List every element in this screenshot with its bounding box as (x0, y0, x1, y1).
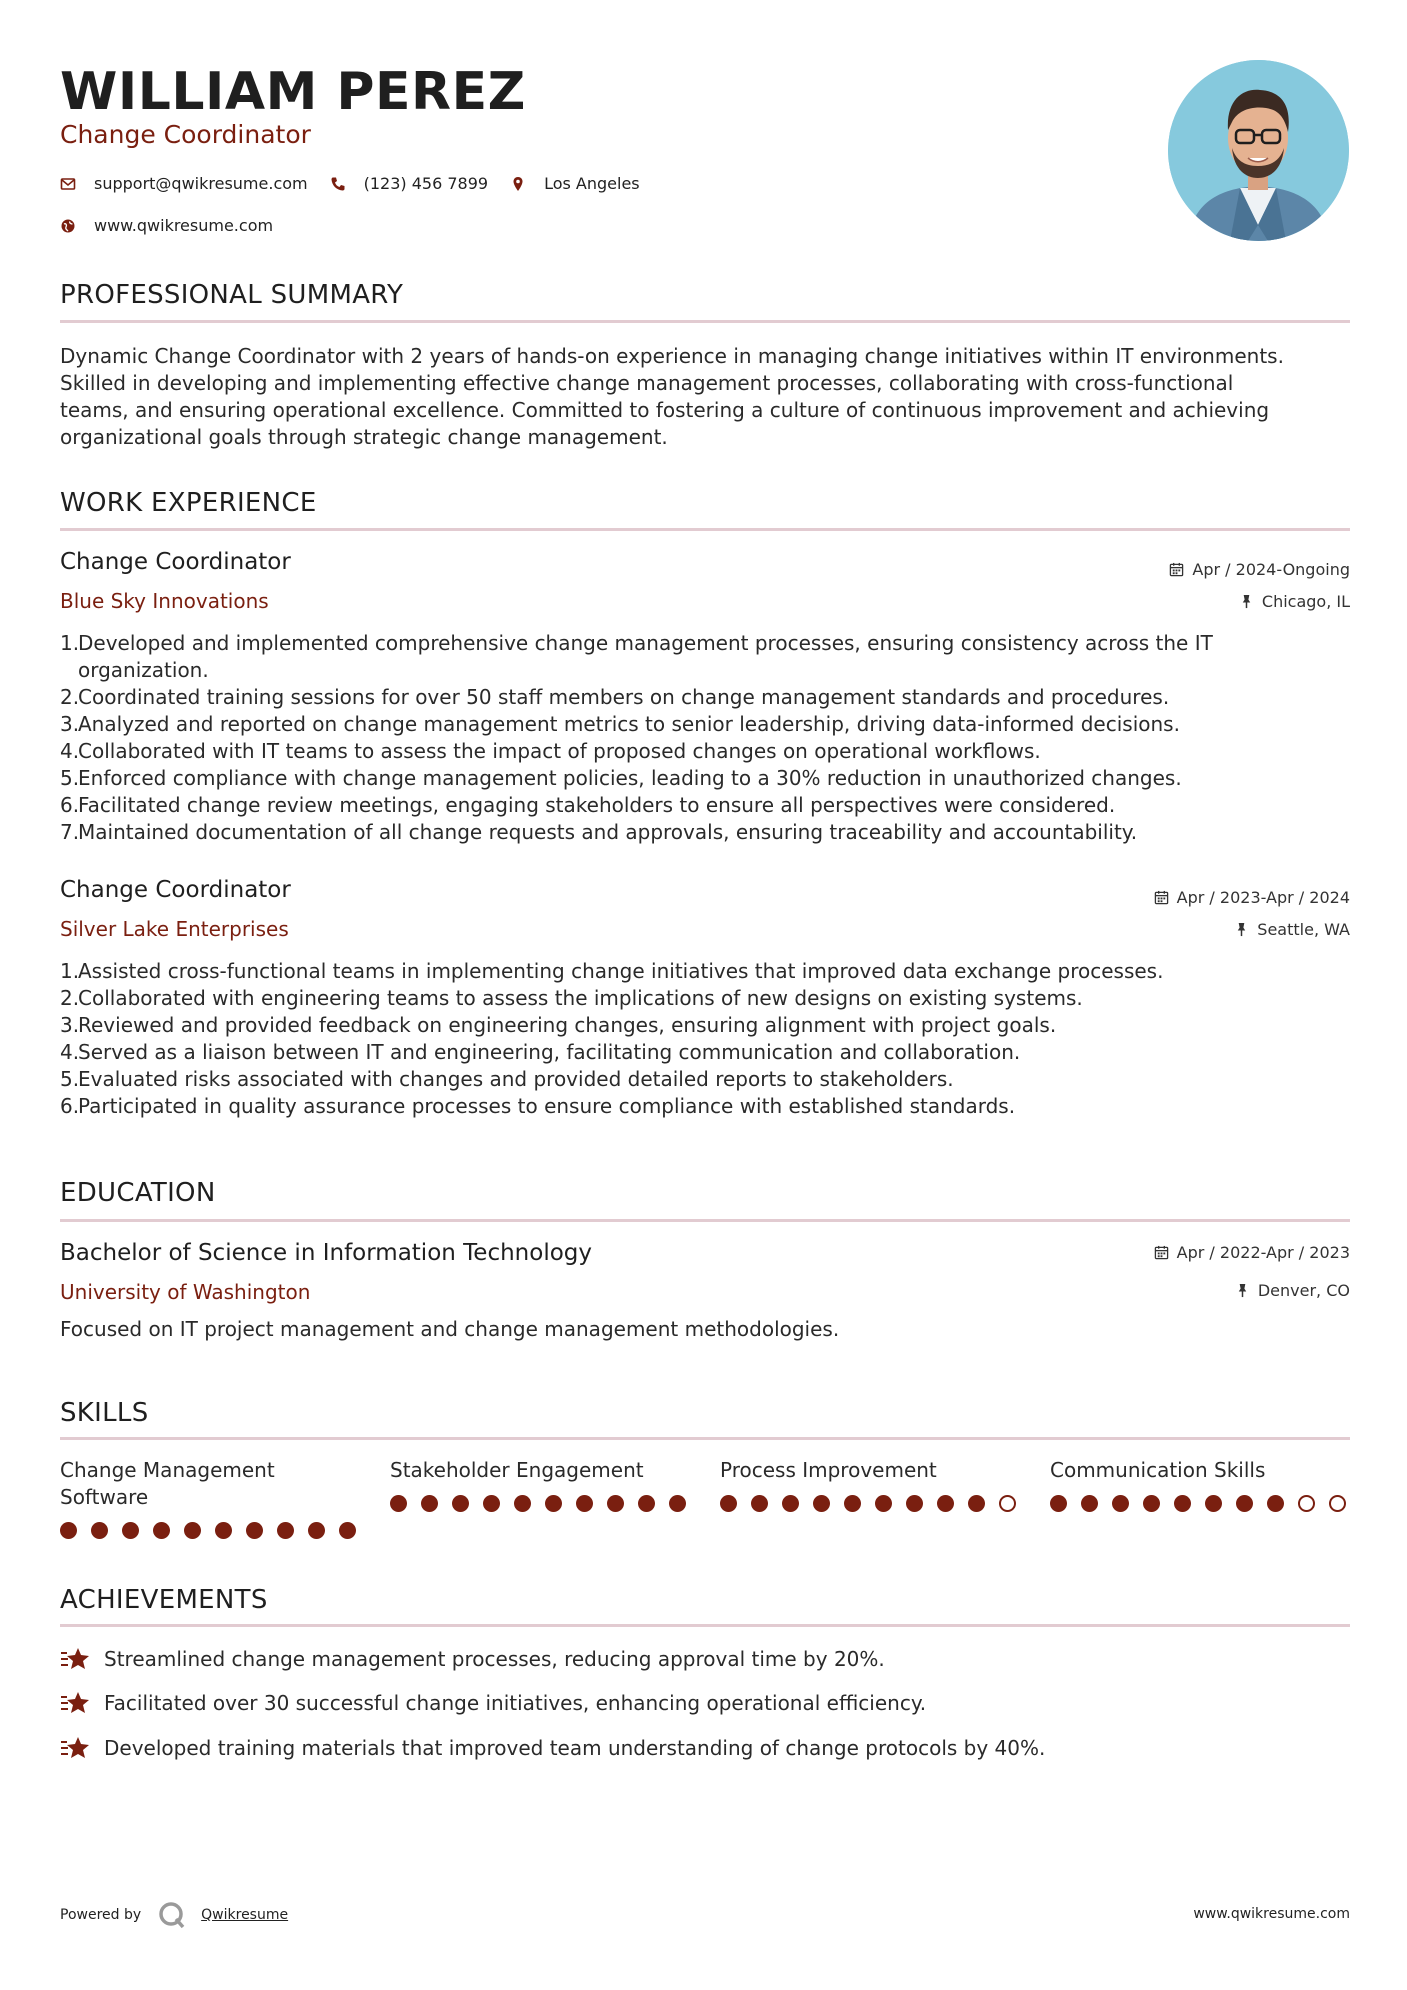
summary-line: Dynamic Change Coordinator with 2 years of hands-on experience in managing change initiatives within IT environments. (60, 344, 1284, 368)
list-item: 6. Participated in quality assurance processes to ensure compliance with established standards. (60, 1094, 1016, 1118)
job-dates (1154, 888, 1350, 907)
list-item: 4. Collaborated with IT teams to assess the impact of proposed changes on operational workflows. (60, 739, 1041, 763)
section-title-skills: SKILLS (60, 1398, 149, 1428)
job-title: Change Coordinator (60, 549, 291, 575)
pin-icon (1234, 922, 1249, 937)
rating-dot-filled (607, 1495, 624, 1512)
skill-rating (60, 1522, 370, 1539)
rating-dot-filled (339, 1522, 356, 1539)
rating-dot-filled (277, 1522, 294, 1539)
section-divider (60, 528, 1350, 531)
rating-dot-filled (308, 1522, 325, 1539)
rating-dot-filled (720, 1495, 737, 1512)
achievement-text: Facilitated over 30 successful change initiatives, enhancing operational efficiency. (104, 1691, 927, 1715)
rating-dot-filled (1050, 1495, 1067, 1512)
location-item (510, 174, 640, 193)
rating-dot-filled (483, 1495, 500, 1512)
rating-dot-filled (1081, 1495, 1098, 1512)
avatar-illustration (1168, 60, 1349, 241)
envelope-icon (60, 176, 76, 192)
list-item: 5. Enforced compliance with change management policies, leading to a 30% reduction in unauthorized changes. (60, 766, 1182, 790)
section-divider (60, 1624, 1350, 1627)
rating-dot-empty (1329, 1495, 1346, 1512)
rating-dot-filled (122, 1522, 139, 1539)
job-bullets (60, 630, 1350, 846)
rating-dot-filled (968, 1495, 985, 1512)
job-location (1239, 592, 1350, 611)
phone-text: (123) 456 7899 (363, 174, 489, 193)
education-dates (1154, 1243, 1350, 1262)
list-item: 2. Coordinated training sessions for over 50 staff members on change management standards and procedures. (60, 685, 1170, 709)
education-description: Focused on IT project management and change management methodologies. (60, 1317, 840, 1341)
phone-item[interactable] (330, 174, 488, 193)
job-dates-text: Apr / 2024-Ongoing (1192, 560, 1350, 579)
rating-dot-filled (844, 1495, 861, 1512)
website-text: www.qwikresume.com (94, 216, 274, 235)
job-company: Silver Lake Enterprises (60, 917, 289, 941)
star-badge-icon (60, 1734, 92, 1762)
rating-dot-filled (1112, 1495, 1129, 1512)
rating-dot-filled (153, 1522, 170, 1539)
star-badge-icon (60, 1689, 92, 1717)
rating-dot-filled (1236, 1495, 1253, 1512)
star-badge-icon (60, 1645, 92, 1673)
profile-photo (1168, 60, 1349, 241)
pin-icon (1239, 594, 1254, 609)
rating-dot-filled (875, 1495, 892, 1512)
job-bullets (60, 958, 1350, 1120)
candidate-role: Change Coordinator (60, 120, 311, 149)
section-divider (60, 320, 1350, 323)
list-item: 5. Evaluated risks associated with changes and provided detailed reports to stakeholders. (60, 1067, 954, 1091)
skill-rating (720, 1495, 1030, 1512)
rating-dot-filled (184, 1522, 201, 1539)
footer-url[interactable]: www.qwikresume.com (1193, 1906, 1350, 1922)
job-location-text: Chicago, IL (1261, 592, 1350, 611)
job-dates-text: Apr / 2023-Apr / 2024 (1176, 888, 1350, 907)
achievement-item (60, 1645, 885, 1673)
calendar-icon (1169, 562, 1184, 577)
skill-label: Communication Skills (1050, 1458, 1266, 1482)
rating-dot-filled (1267, 1495, 1284, 1512)
achievement-text: Developed training materials that improved team understanding of change protocols by 40%. (104, 1736, 1046, 1760)
achievement-text: Streamlined change management processes, reducing approval time by 20%. (104, 1647, 885, 1671)
email-item[interactable] (60, 174, 308, 193)
education-location (1235, 1281, 1350, 1300)
map-pin-icon (510, 176, 526, 192)
summary-line: Skilled in developing and implementing effective change management processes, collaborating with cross-functional (60, 371, 1234, 395)
section-divider (60, 1437, 1350, 1440)
job-dates (1169, 560, 1350, 579)
rating-dot-empty (1298, 1495, 1315, 1512)
list-item: 3. Reviewed and provided feedback on engineering changes, ensuring alignment with project goals. (60, 1013, 1057, 1037)
rating-dot-filled (452, 1495, 469, 1512)
resume-page (60, 0, 1350, 1990)
calendar-icon (1154, 890, 1169, 905)
qwikresume-logo-icon (157, 1900, 187, 1930)
skill-label: Change Management Software (60, 1458, 275, 1509)
skill-item (60, 1457, 360, 1511)
job-company: Blue Sky Innovations (60, 589, 269, 613)
list-item: 2. Collaborated with engineering teams to assess the implications of new designs on existing systems. (60, 986, 1083, 1010)
list-item: 6. Facilitated change review meetings, engaging stakeholders to ensure all perspectives were considered. (60, 793, 1116, 817)
globe-icon (60, 218, 76, 234)
rating-dot-filled (1174, 1495, 1191, 1512)
rating-dot-filled (576, 1495, 593, 1512)
website-item[interactable] (60, 216, 273, 235)
school-name: University of Washington (60, 1280, 311, 1304)
skill-label: Process Improvement (720, 1458, 937, 1482)
rating-dot-filled (390, 1495, 407, 1512)
list-item: 3. Analyzed and reported on change management metrics to senior leadership, driving data-informed decisions. (60, 712, 1180, 736)
rating-dot-filled (545, 1495, 562, 1512)
section-title-summary: PROFESSIONAL SUMMARY (60, 280, 404, 310)
rating-dot-filled (514, 1495, 531, 1512)
rating-dot-filled (246, 1522, 263, 1539)
summary-line: organizational goals through strategic change management. (60, 425, 668, 449)
pin-icon (1235, 1283, 1250, 1298)
section-title-education: EDUCATION (60, 1178, 216, 1208)
achievement-item (60, 1734, 1045, 1762)
brand-link[interactable]: Qwikresume (201, 1907, 289, 1923)
rating-dot-filled (813, 1495, 830, 1512)
calendar-icon (1154, 1245, 1169, 1260)
section-title-achievements: ACHIEVEMENTS (60, 1585, 268, 1615)
email-text: support@qwikresume.com (94, 174, 308, 193)
list-item: 1. Developed and implemented comprehensive change management processes, ensuring consistency across the IT (60, 631, 1213, 655)
education-location-text: Denver, CO (1257, 1281, 1350, 1300)
footer-powered-by (60, 1900, 288, 1930)
section-title-experience: WORK EXPERIENCE (60, 488, 317, 518)
skill-rating (390, 1495, 700, 1512)
list-item: 7. Maintained documentation of all change requests and approvals, ensuring traceability and accountability. (60, 820, 1138, 844)
rating-dot-filled (60, 1522, 77, 1539)
list-item: 4. Served as a liaison between IT and engineering, facilitating communication and collaboration. (60, 1040, 1021, 1064)
location-text: Los Angeles (544, 174, 640, 193)
achievement-item (60, 1689, 926, 1717)
rating-dot-filled (638, 1495, 655, 1512)
rating-dot-filled (906, 1495, 923, 1512)
job-location (1234, 920, 1350, 939)
rating-dot-filled (751, 1495, 768, 1512)
summary-line: teams, and ensuring operational excellence. Committed to fostering a culture of continuous improvement and achieving (60, 398, 1270, 422)
job-title: Change Coordinator (60, 877, 291, 903)
rating-dot-filled (1143, 1495, 1160, 1512)
summary-paragraph (60, 343, 1350, 451)
rating-dot-filled (669, 1495, 686, 1512)
rating-dot-empty (999, 1495, 1016, 1512)
rating-dot-filled (421, 1495, 438, 1512)
education-dates-text: Apr / 2022-Apr / 2023 (1176, 1243, 1350, 1262)
rating-dot-filled (937, 1495, 954, 1512)
rating-dot-filled (782, 1495, 799, 1512)
contact-row (60, 174, 662, 193)
rating-dot-filled (1205, 1495, 1222, 1512)
website-row (60, 216, 295, 235)
degree-title: Bachelor of Science in Information Technology (60, 1240, 592, 1266)
phone-icon (330, 176, 346, 192)
list-item: 1. Assisted cross-functional teams in implementing change initiatives that improved data exchange processes. (60, 959, 1164, 983)
skill-label: Stakeholder Engagement (390, 1458, 644, 1482)
powered-by-text: Powered by (60, 1907, 142, 1923)
list-item: organization. (78, 658, 209, 682)
rating-dot-filled (91, 1522, 108, 1539)
rating-dot-filled (215, 1522, 232, 1539)
section-divider (60, 1219, 1350, 1222)
candidate-name: WILLIAM PEREZ (60, 62, 526, 122)
job-location-text: Seattle, WA (1257, 920, 1350, 939)
skill-rating (1050, 1495, 1360, 1512)
